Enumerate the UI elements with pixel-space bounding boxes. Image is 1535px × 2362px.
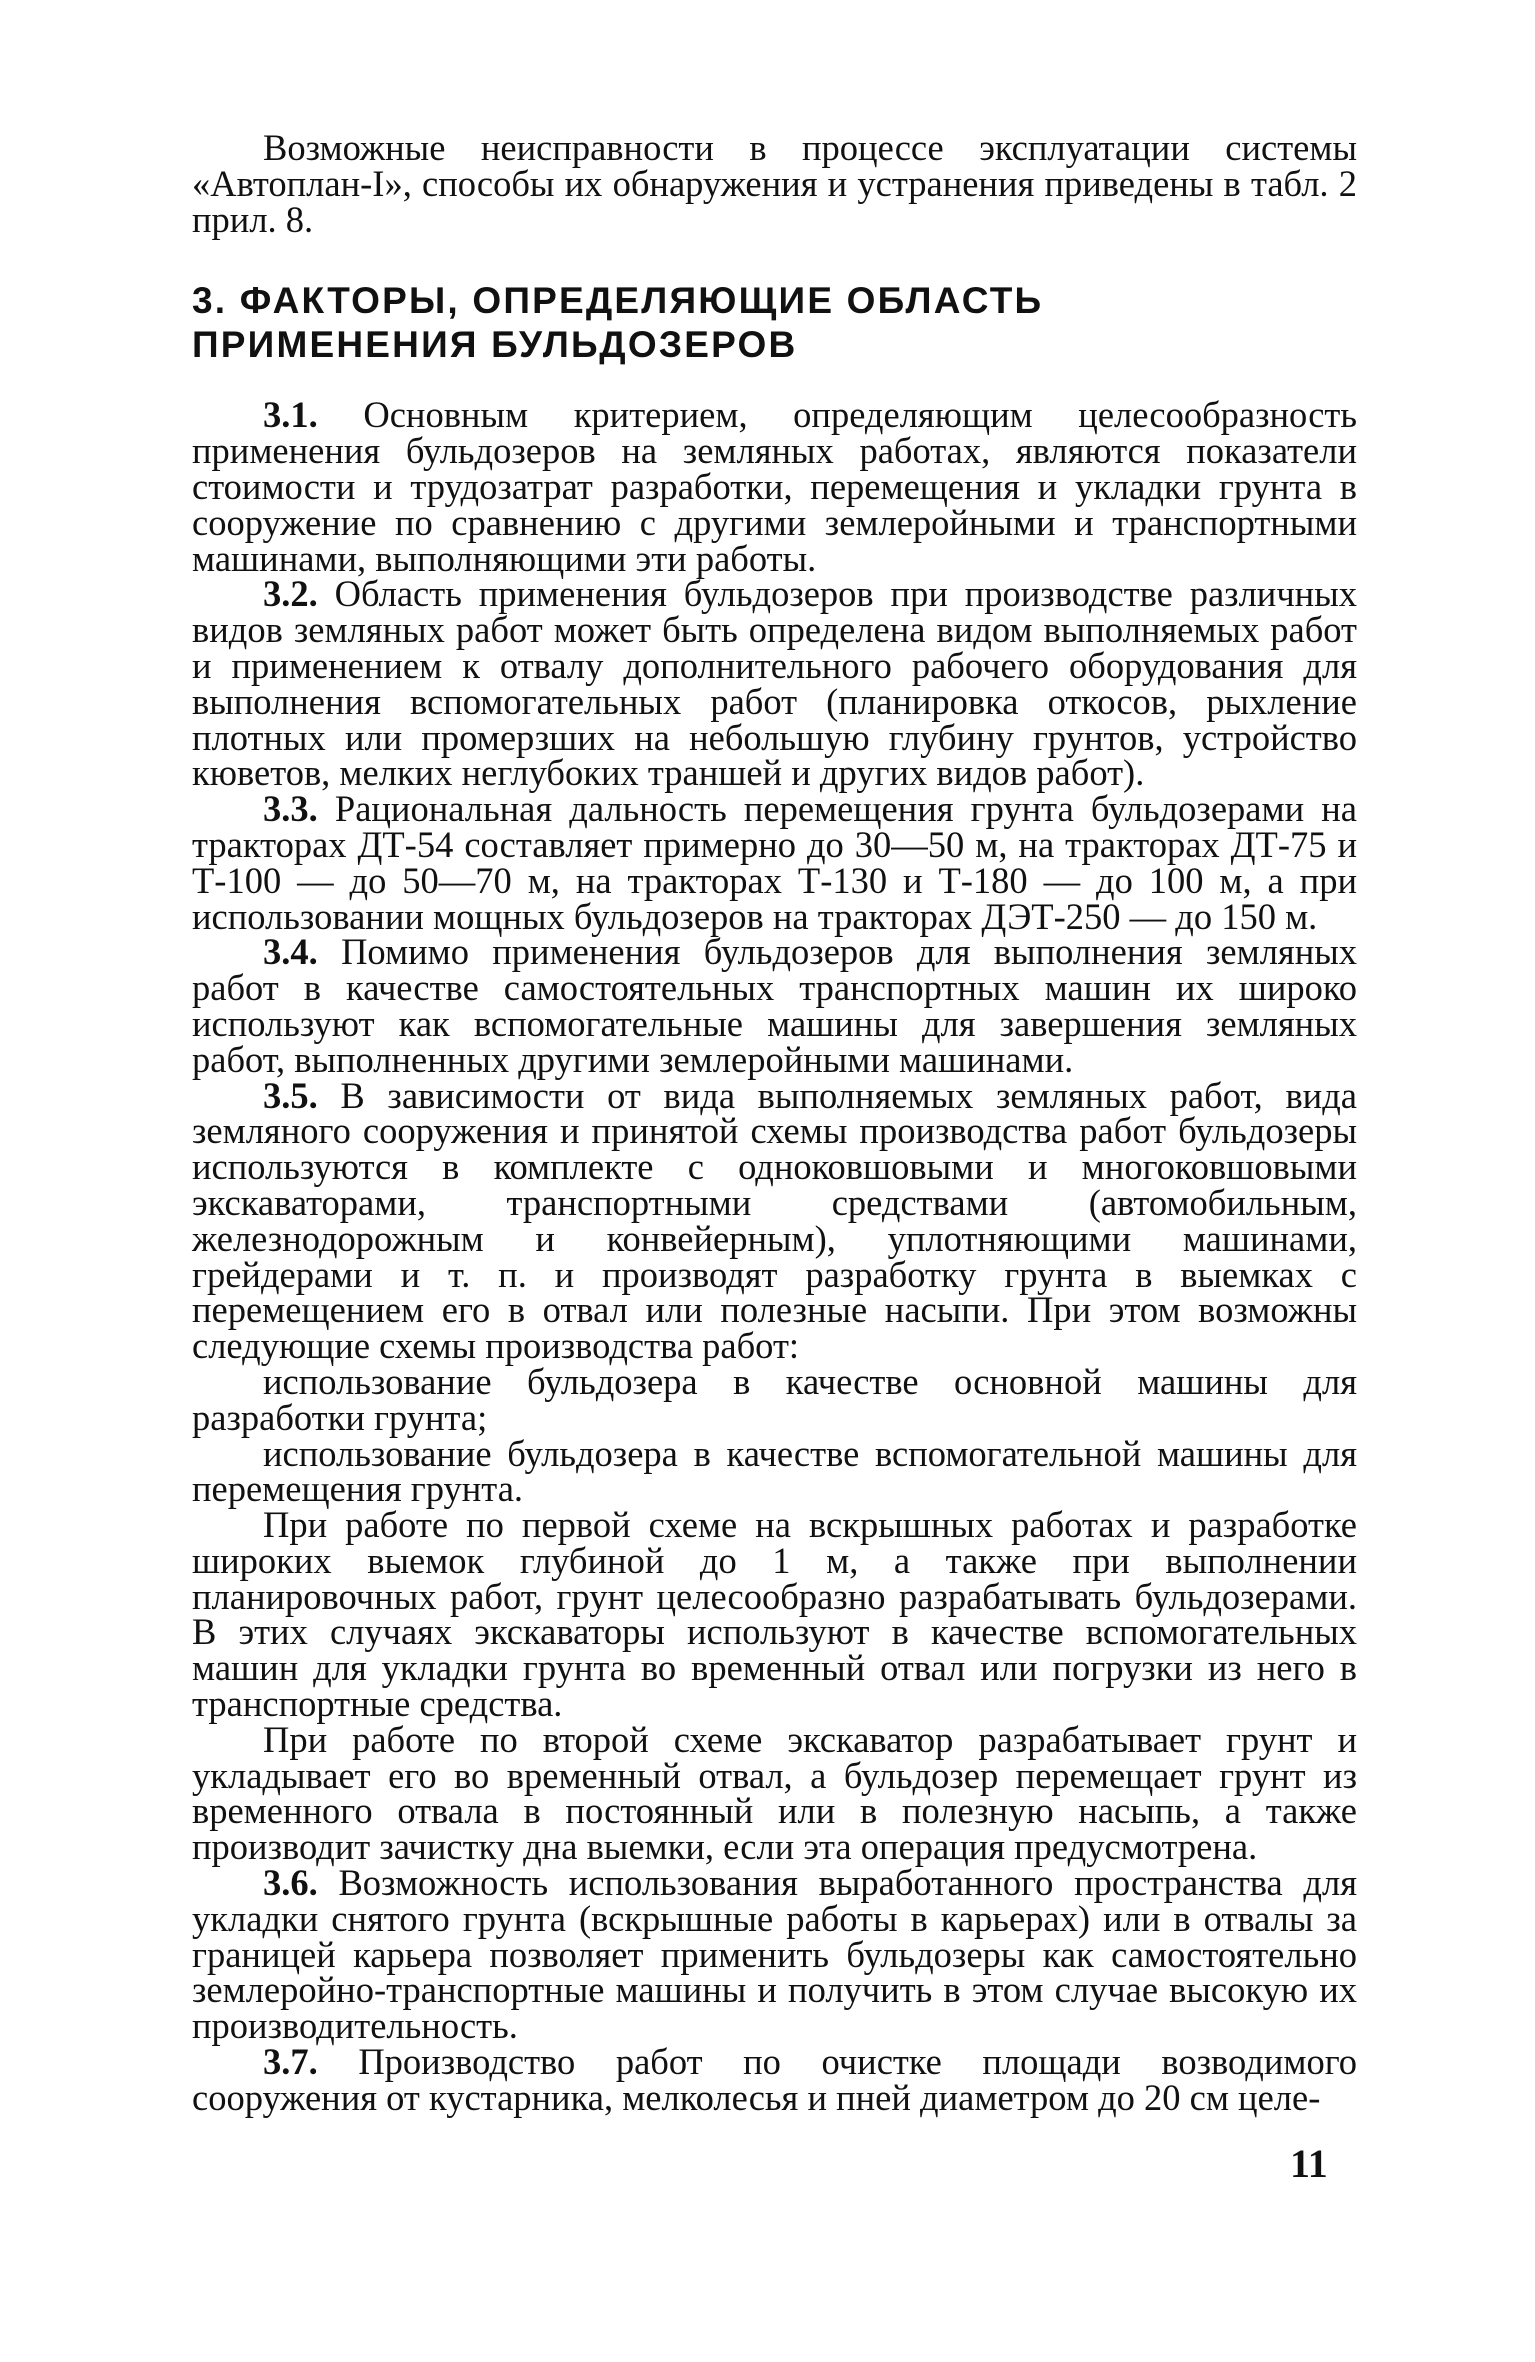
clause-text: Область применения бульдозеров при производстве различных видов земляных работ может быть определена видом выполняемых работ и применением к отвалу дополнительного рабочего оборудования для выполнения вспомогательных работ (планировка откосов, рыхление плотных или промерзших на небольшую глубину грунтов, устройство кюветов, мелких неглубоких траншей и других видов работ).: [192, 573, 1357, 794]
clause-text: Возможность использования выработанного пространства для укладки снятого грунта (вскрышные работы в карьерах) или в отвалы за границей карьера позволяет применить бульдозеры как самостоятельно землеройно-транспортные машины и получить в этом случае высокую их производительность.: [192, 1862, 1358, 2047]
clause-3-3: [192, 788, 1357, 937]
clause-number: 3.2.: [263, 573, 318, 615]
section-heading-line-1: 3. ФАКТОРЫ, ОПРЕДЕЛЯЮЩИЕ ОБЛАСТЬ: [192, 280, 1044, 322]
section-heading: [192, 279, 1357, 367]
clause-text: Производство работ по очистке площади возводимого сооружения от кустарника, мелколесья и пней диаметром до 20 см целе-: [192, 2041, 1358, 2118]
clause-3-5: [192, 1074, 1357, 1367]
scheme-item-2: использование бульдозера в качестве вспомогательной машины для перемещения грунта.: [192, 1432, 1357, 1510]
clause-3-1: [192, 394, 1357, 579]
clause-3-2: [192, 573, 1357, 794]
clause-3-7: [192, 2041, 1358, 2118]
clause-3-4: [192, 931, 1358, 1080]
clause-text: Помимо применения бульдозеров для выполнения земляных работ в качестве самостоятельных транспортных машин их широко используют как вспомогательные машины для завершения земляных работ, выполненных другими землеройными машинами.: [192, 931, 1358, 1080]
clause-number: 3.1.: [263, 394, 318, 436]
document-page: [192, 127, 1358, 2290]
clause-number: 3.4.: [263, 931, 318, 973]
scheme-1-paragraph: При работе по первой схеме на вскрышных работах и разработке широких выемок глубиной до 1 м, а также при выполнении планировочных работ, грунт целесообразно разрабатывать бульдозерами. В этих случаях экскаваторы используют в качестве вспомогательных машин для укладки грунта во временный отвал или погрузки из него в транспортные средства.: [192, 1504, 1357, 1725]
clause-number: 3.6.: [263, 1862, 318, 1904]
clause-text: В зависимости от вида выполняемых земляных работ, вида земляного сооружения и принятой схемы производства работ бульдозеры используются в комплекте с одноковшовыми и многоковшовыми экскаваторами, транспортными средствами (автомобильным, железнодорожным и конвейерным), уплотняющими машинами, грейдерами и т. п. и производят разработку грунта в выемках с перемещением его в отвал или полезные насыпи. При этом возможны следующие схемы производства работ:: [192, 1074, 1357, 1367]
scheme-2-paragraph: При работе по второй схеме экскаватор разрабатывает грунт и укладывает его во временный отвал, а бульдозер перемещает грунт из временного отвала в постоянный или в полезную насыпь, а также производит зачистку дна выемки, если эта операция предусмотрена.: [192, 1718, 1357, 1868]
clause-text: Рациональная дальность перемещения грунта бульдозерами на тракторах ДТ-54 составляет примерно до 30—50 м, на тракторах ДТ-75 и Т-100 — до 50—70 м, на тракторах Т-130 и Т-180 — до 100 м, а при использовании мощных бульдозеров на тракторах ДЭТ-250 — до 150 м.: [192, 788, 1357, 937]
clause-number: 3.3.: [263, 788, 318, 830]
clause-number: 3.7.: [263, 2041, 318, 2083]
intro-paragraph: Возможные неисправности в процессе эксплуатации системы «Автоплан-I», способы их обнаружения и устранения приведены в табл. 2 прил. 8.: [192, 127, 1357, 240]
clause-3-6: [192, 1862, 1358, 2047]
clause-text: Основным критерием, определяющим целесообразность применения бульдозеров на земляных работах, являются показатели стоимости и трудозатрат разработки, перемещения и укладки грунта в сооружение по сравнению с другими землеройными и транспортными машинами, выполняющими эти работы.: [192, 394, 1357, 579]
page-number: 11: [1290, 2141, 1328, 2186]
scheme-item-1: использование бульдозера в качестве основной машины для разработки грунта;: [192, 1360, 1357, 1438]
clause-number: 3.5.: [263, 1074, 318, 1116]
section-heading-line-2: ПРИМЕНЕНИЯ БУЛЬДОЗЕРОВ: [192, 324, 798, 366]
